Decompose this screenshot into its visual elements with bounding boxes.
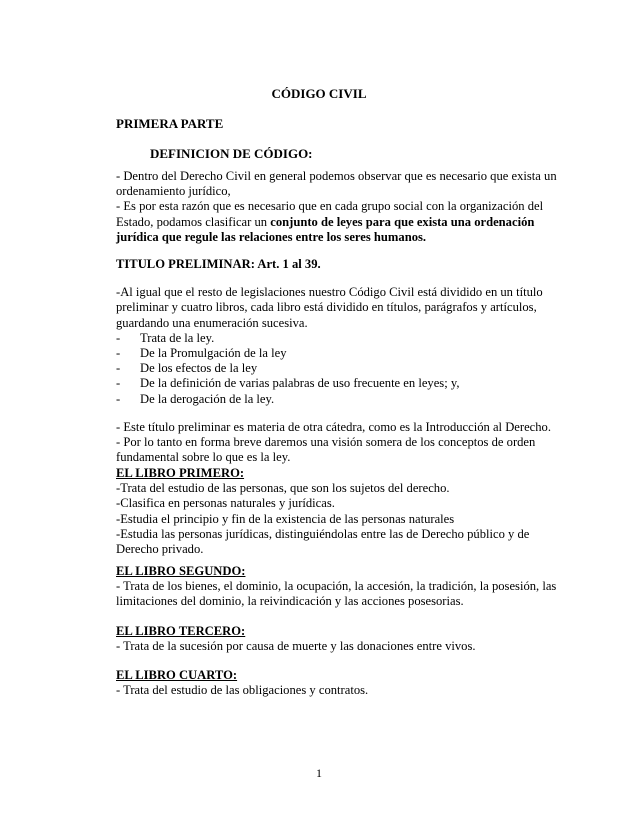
list-item-text: De la Promulgación de la ley — [140, 346, 287, 361]
libro-segundo-heading: EL LIBRO SEGUNDO: — [116, 564, 246, 578]
titulo-preliminar-section — [116, 257, 566, 465]
intro-item-2-text: - Es por esta razón que es necesario que en cada grupo social con la organización del Estado, podamos clasificar un — [116, 199, 544, 229]
page-number: 1 — [316, 766, 322, 780]
list-item: - Trata de la ley. — [116, 330, 215, 345]
libro-primero-section — [116, 466, 566, 557]
libro-primero-heading: EL LIBRO PRIMERO: — [116, 466, 245, 480]
libro-cuarto-section — [116, 668, 566, 698]
list-item: - De los efectos de la ley — [116, 361, 258, 376]
document-title: CÓDIGO CIVIL — [271, 86, 367, 101]
intro-section — [116, 169, 566, 245]
libro-tercero-heading: EL LIBRO TERCERO: — [116, 624, 246, 638]
note-1: - Este título preliminar es materia de otra cátedra, como es la Introducción al Derecho. — [116, 419, 552, 434]
list-item: - De la definición de varias palabras de uso frecuente en leyes; y, — [116, 376, 460, 391]
list-item: - De la Promulgación de la ley — [116, 346, 287, 361]
libro-primero-line-2: -Clasifica en personas naturales y jurídicas. — [116, 496, 335, 511]
libro-primero-line-4: -Estudia las personas jurídicas, distinguiéndolas entre las de Derecho público y de Derecho privado. — [116, 526, 530, 557]
libro-primero-line-1: -Trata del estudio de las personas, que son los sujetos del derecho. — [116, 481, 450, 496]
definition-heading: DEFINICION DE CÓDIGO: — [150, 146, 313, 161]
titulo-preliminar-heading: TITULO PRELIMINAR: Art. 1 al 39. — [116, 257, 321, 271]
libro-segundo-section — [116, 564, 566, 610]
list-item-text: Trata de la ley. — [140, 330, 215, 345]
libro-cuarto-heading: EL LIBRO CUARTO: — [116, 668, 238, 682]
intro-item-2 — [116, 199, 566, 245]
list-item-text: De la derogación de la ley. — [140, 391, 275, 406]
list-item-text: De la definición de varias palabras de uso frecuente en leyes; y, — [140, 376, 460, 391]
list-item-text: De los efectos de la ley — [140, 361, 258, 376]
libro-segundo-text: - Trata de los bienes, el dominio, la ocupación, la accesión, la tradición, la posesión, las limitaciones del dominio, la reivindicación y las acciones posesorias. — [116, 579, 557, 609]
note-2: - Por lo tanto en forma breve daremos una visión somera de los conceptos de orden fundamental sobre lo que es la ley. — [116, 435, 536, 465]
intro-item-1: - Dentro del Derecho Civil en general podemos observar que es necesario que exista un ordenamiento jurídico, — [116, 169, 557, 199]
libro-tercero-text: - Trata de la sucesión por causa de muerte y las donaciones entre vivos. — [116, 639, 476, 654]
libro-primero-line-3: -Estudia el principio y fin de la existencia de las personas naturales — [116, 511, 455, 526]
titulo-preliminar-paragraph: -Al igual que el resto de legislaciones nuestro Código Civil está dividido en un título preliminar y cuatro libros, cada libro está dividido en títulos, parágrafos y artículos, guardando una enumeración sucesiva. — [116, 285, 543, 330]
part-heading: PRIMERA PARTE — [116, 116, 224, 131]
libro-cuarto-text: - Trata del estudio de las obligaciones y contratos. — [116, 683, 369, 698]
intro-item-2-bold: conjunto de leyes para que exista una ordenación jurídica que regule las relaciones entre los seres humanos. — [116, 214, 535, 244]
libro-tercero-section — [116, 624, 566, 654]
list-item: - De la derogación de la ley. — [116, 391, 275, 406]
